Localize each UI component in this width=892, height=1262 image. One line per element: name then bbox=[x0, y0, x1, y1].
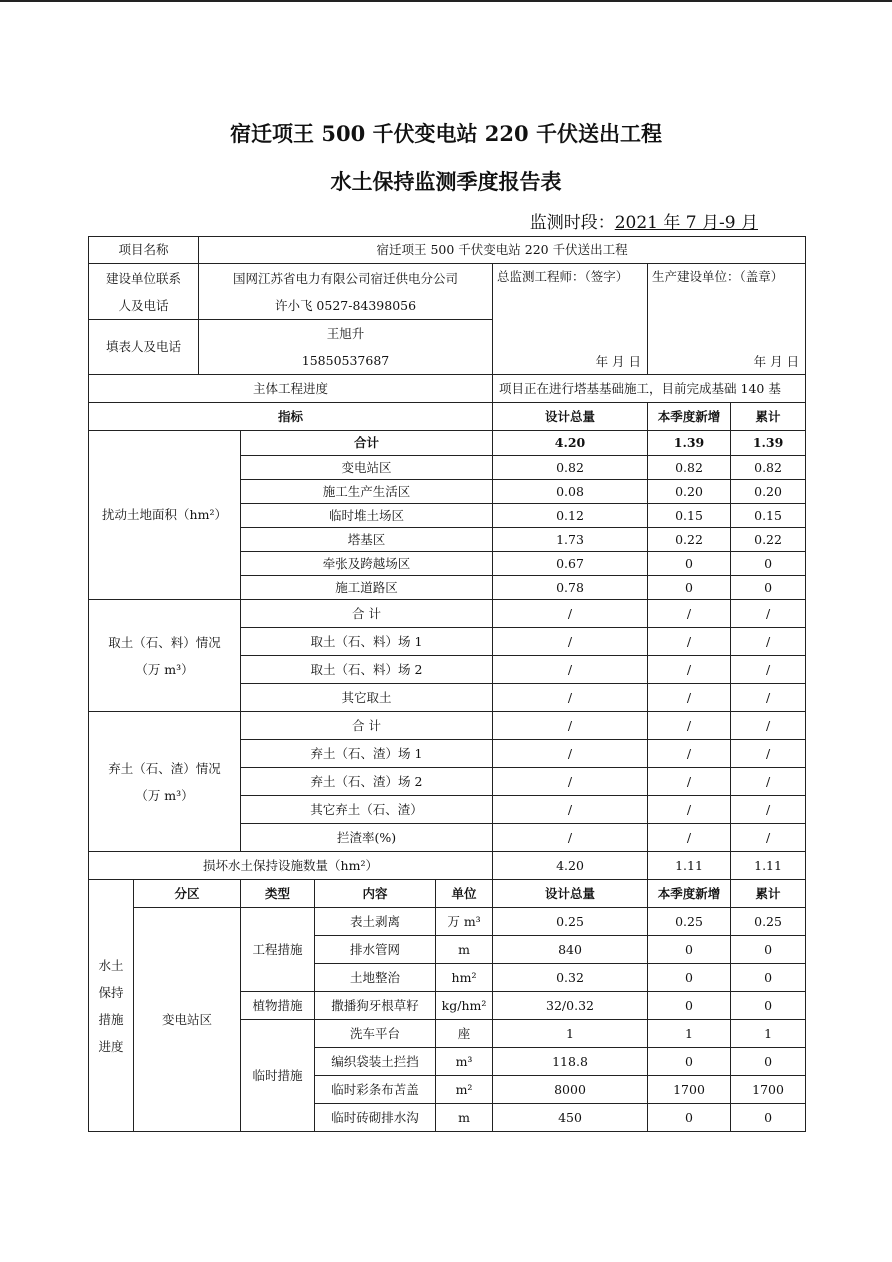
table-row: 弃土（石、渣）情况 （万 m³） 合 计 / / / bbox=[89, 712, 806, 740]
unit-header: 单位 bbox=[436, 880, 493, 908]
project-name-label: 项目名称 bbox=[89, 237, 199, 264]
monitoring-period bbox=[530, 208, 758, 233]
document-title: 宿迁项王 500 千伏变电站 220 千伏送出工程 bbox=[230, 121, 662, 146]
borrow-label: 取土（石、料）情况 （万 m³） bbox=[89, 600, 241, 712]
owner-seal: 生产建设单位：（盖章） 年 月 日 bbox=[648, 264, 806, 375]
table-row: 塔基区 1.73 0.22 0.22 bbox=[89, 528, 806, 552]
zone-cell: 变电站区 bbox=[134, 908, 241, 1132]
cumulative-header: 累计 bbox=[731, 403, 806, 431]
table-row: 临时砖砌排水沟 m 450 0 0 bbox=[89, 1104, 806, 1132]
table-row: 临时彩条布苫盖 m² 8000 1700 1700 bbox=[89, 1076, 806, 1104]
table-row: 扰动土地面积（hm²） 合计 4.20 1.39 1.39 bbox=[89, 431, 806, 456]
table-row: 临时堆土场区 0.12 0.15 0.15 bbox=[89, 504, 806, 528]
filler-label: 填表人及电话 bbox=[89, 320, 199, 375]
type-engineering: 工程措施 bbox=[241, 908, 315, 992]
report-table bbox=[88, 236, 806, 1132]
contact-label: 建设单位联系 人及电话 bbox=[89, 264, 199, 320]
type-header: 类型 bbox=[241, 880, 315, 908]
content-header: 内容 bbox=[315, 880, 436, 908]
table-row: 取土（石、料）场 1 / / / bbox=[89, 628, 806, 656]
table-row: 其它取土 / / / bbox=[89, 684, 806, 712]
zone-header: 分区 bbox=[134, 880, 241, 908]
table-row: 临时措施 洗车平台 座 1 1 1 bbox=[89, 1020, 806, 1048]
progress-value: 项目正在进行塔基基础施工，目前完成基础 140 基 bbox=[493, 375, 806, 403]
table-row: 弃土（石、渣）场 2 / / / bbox=[89, 768, 806, 796]
type-temporary: 临时措施 bbox=[241, 1020, 315, 1132]
table-row: 编织袋装土拦挡 m³ 118.8 0 0 bbox=[89, 1048, 806, 1076]
filler-value: 王旭升 15850537687 bbox=[199, 320, 493, 375]
disturbed-area-label: 扰动土地面积（hm²） bbox=[89, 431, 241, 600]
table-row: 拦渣率(%) / / / bbox=[89, 824, 806, 852]
table-row: 变电站区 0.82 0.82 0.82 bbox=[89, 456, 806, 480]
table-row: 土地整治 hm² 0.32 0 0 bbox=[89, 964, 806, 992]
top-border bbox=[0, 0, 892, 2]
table-row: 植物措施 撒播狗牙根草籽 kg/hm² 32/0.32 0 0 bbox=[89, 992, 806, 1020]
table-row: 施工道路区 0.78 0 0 bbox=[89, 576, 806, 600]
period-value: 2021 年 7 月-9 月 bbox=[614, 213, 758, 233]
table-row: 牵张及跨越场区 0.67 0 0 bbox=[89, 552, 806, 576]
new-quarter-header: 本季度新增 bbox=[648, 403, 731, 431]
indicator-header: 指标 bbox=[89, 403, 493, 431]
chief-engineer-signature: 总监测工程师：（签字） 年 月 日 bbox=[493, 264, 648, 375]
table-row: 弃土（石、渣）场 1 / / / bbox=[89, 740, 806, 768]
table-row: 水土 保持 措施 进度 分区 类型 内容 单位 设计总量 本季度新增 累计 bbox=[89, 880, 806, 908]
document-subtitle: 水土保持监测季度报告表 bbox=[330, 169, 562, 194]
table-row: 取土（石、料）情况 （万 m³） 合 计 / / / bbox=[89, 600, 806, 628]
design-total-header: 设计总量 bbox=[493, 403, 648, 431]
type-plant: 植物措施 bbox=[241, 992, 315, 1020]
progress-label: 主体工程进度 bbox=[89, 375, 493, 403]
spoil-label: 弃土（石、渣）情况 （万 m³） bbox=[89, 712, 241, 852]
measures-side-label: 水土 保持 措施 进度 bbox=[89, 880, 134, 1132]
contact-value: 国网江苏省电力有限公司宿迁供电分公司 许小飞 0527-84398056 bbox=[199, 264, 493, 320]
table-row: 变电站区 工程措施 表土剥离 万 m³ 0.25 0.25 0.25 bbox=[89, 908, 806, 936]
table-row: 排水管网 m 840 0 0 bbox=[89, 936, 806, 964]
table-row: 其它弃土（石、渣） / / / bbox=[89, 796, 806, 824]
period-label: 监测时段： bbox=[529, 213, 615, 233]
damaged-label: 损坏水土保持设施数量（hm²） bbox=[89, 852, 493, 880]
table-row: 施工生产生活区 0.08 0.20 0.20 bbox=[89, 480, 806, 504]
table-row: 取土（石、料）场 2 / / / bbox=[89, 656, 806, 684]
table-row: 损坏水土保持设施数量（hm²） 4.20 1.11 1.11 bbox=[89, 852, 806, 880]
project-name-value: 宿迁项王 500 千伏变电站 220 千伏送出工程 bbox=[199, 237, 806, 264]
